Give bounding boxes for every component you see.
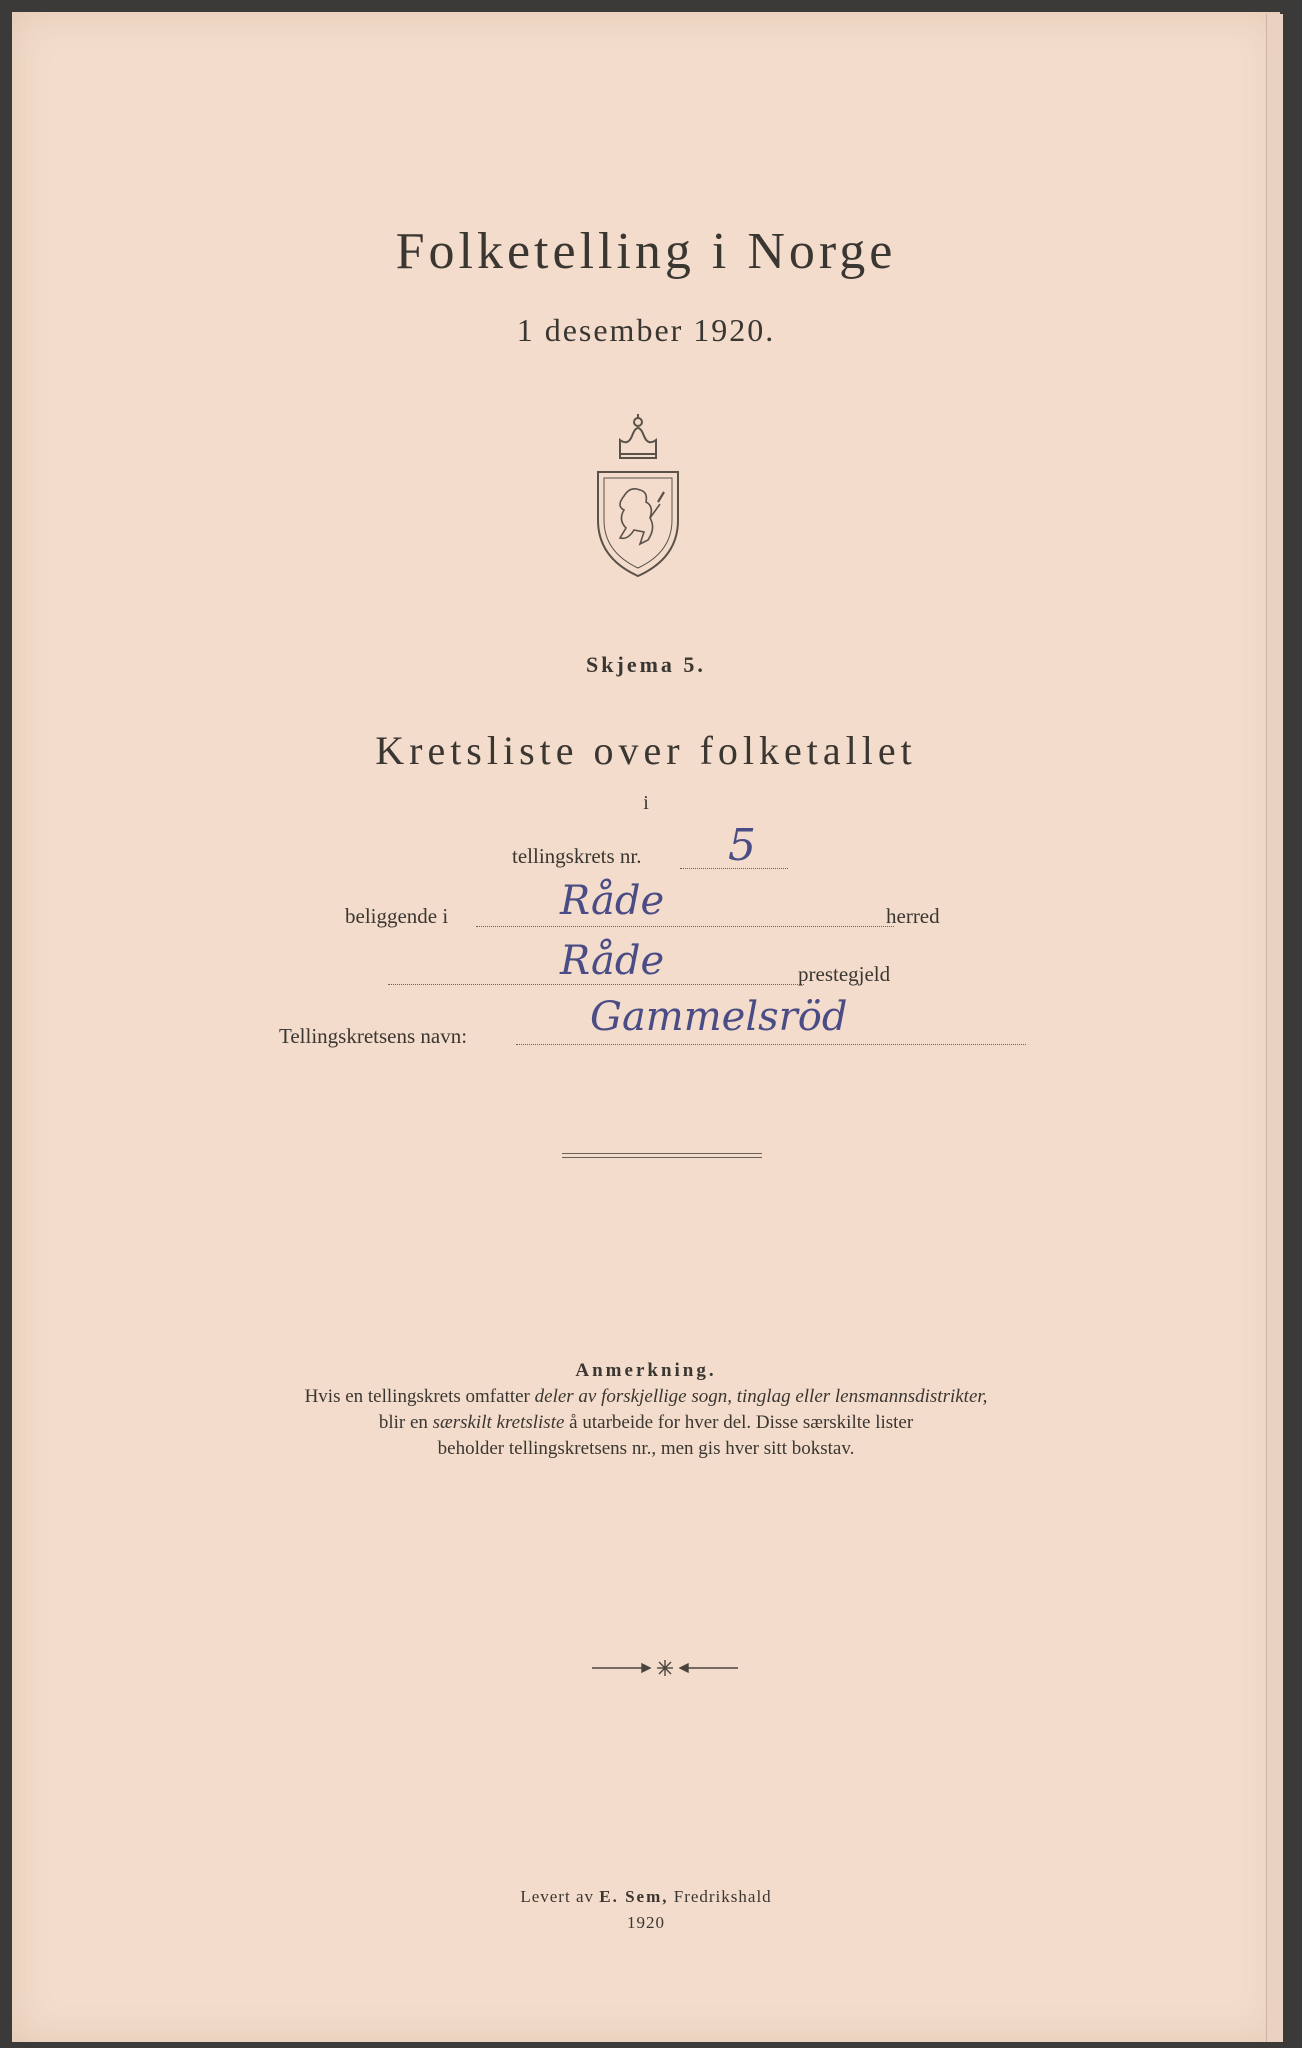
district-name-label: Tellingskretsens navn: xyxy=(279,1024,468,1048)
district-number-label: tellingskrets nr. xyxy=(512,844,642,868)
coat-of-arms-icon xyxy=(590,410,686,580)
note-line-1-italic: deler av forskjellige sogn, tinglag eller lensmannsdistrikter, xyxy=(534,1386,988,1407)
form-heading: Kretsliste over folketallet xyxy=(375,728,917,773)
note-line-3: beholder tellingskretsens nr., men gis hver sitt bokstav. xyxy=(437,1438,855,1459)
star-divider-icon xyxy=(590,1658,740,1678)
parish-value: Råde xyxy=(560,938,665,984)
paper-edge xyxy=(1266,14,1283,2042)
printer-credit xyxy=(12,1887,1280,1907)
district-name-value: Gammelsröd xyxy=(590,994,848,1040)
district-number-value: 5 xyxy=(728,820,756,871)
note-line-2 xyxy=(12,1412,1280,1434)
district-name-line xyxy=(516,1044,1026,1045)
printer-prefix: Levert av xyxy=(520,1887,600,1906)
census-form-page xyxy=(12,12,1280,2042)
note-line-1 xyxy=(12,1386,1280,1408)
note-line-2-text-c: å utarbeide for hver del. Disse særskilte lister xyxy=(564,1412,914,1433)
parish-suffix: prestegjeld xyxy=(798,962,891,986)
printer-year: 1920 xyxy=(627,1913,665,1932)
document-title: Folketelling i Norge xyxy=(395,223,897,280)
located-line xyxy=(476,926,894,927)
connector-text: i xyxy=(643,792,649,814)
located-value: Råde xyxy=(560,878,665,924)
divider-rule xyxy=(562,1153,762,1158)
printer-name: E. Sem, xyxy=(599,1887,669,1906)
located-label: beliggende i xyxy=(345,904,449,928)
note-line-2-text-a: blir en xyxy=(378,1412,433,1433)
schema-number: Skjema 5. xyxy=(586,652,706,677)
note-title: Anmerkning. xyxy=(575,1360,717,1381)
note-line-1-text: Hvis en tellingskrets omfatter xyxy=(304,1386,535,1407)
parish-line xyxy=(388,984,804,985)
document-date: 1 desember 1920. xyxy=(516,312,776,348)
printer-place: Fredrikshald xyxy=(668,1887,772,1906)
located-suffix: herred xyxy=(886,904,940,928)
note-line-2-italic: særskilt kretsliste xyxy=(432,1412,565,1433)
